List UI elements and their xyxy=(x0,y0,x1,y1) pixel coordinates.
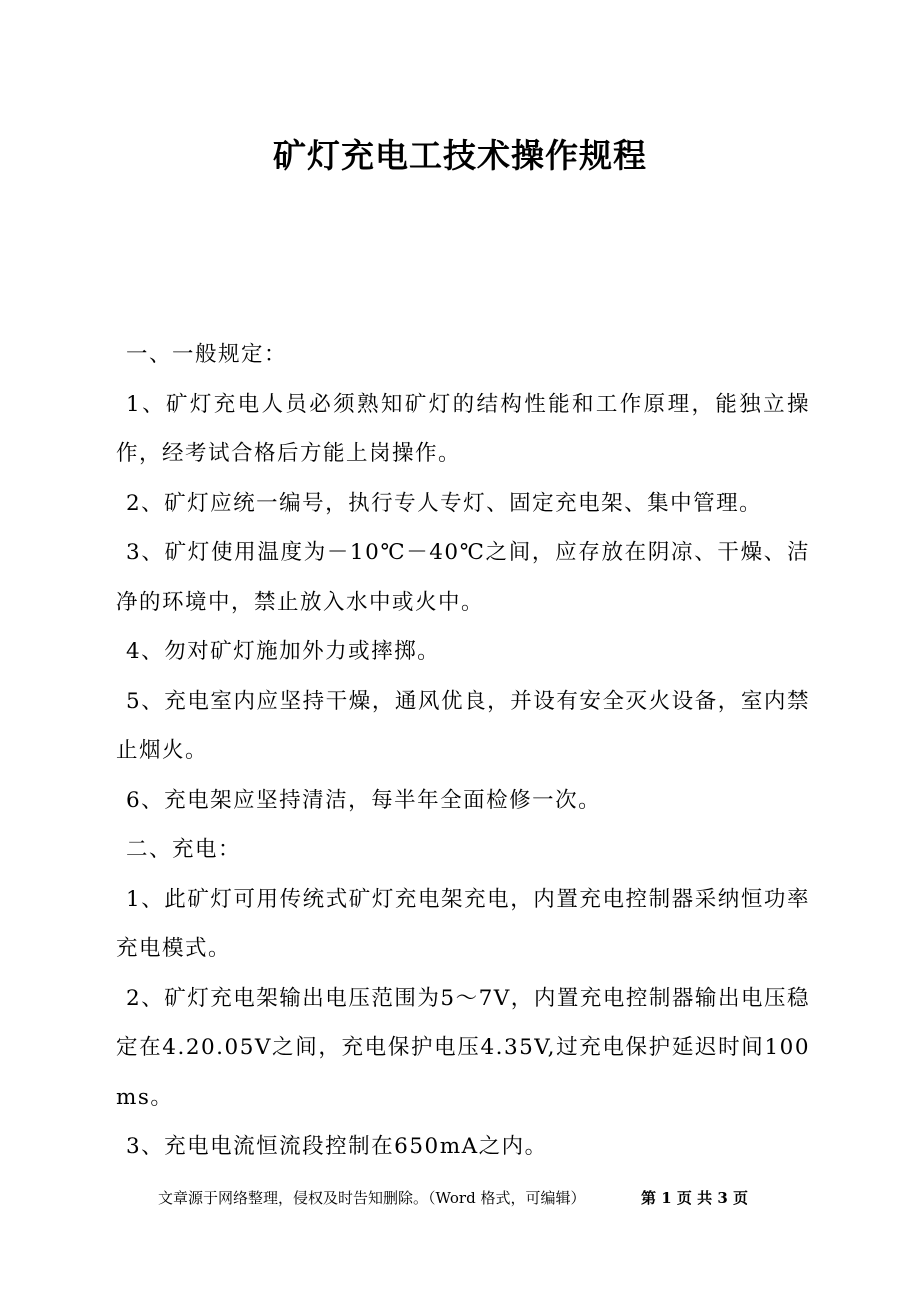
document-title: 矿灯充电工技术操作规程 xyxy=(273,136,647,175)
paragraph: 1、此矿灯可用传统式矿灯充电架充电，内置充电控制器采纳恒功率充电模式。 xyxy=(116,886,810,961)
paragraph: 3、充电电流恒流段控制在650mA之内。 xyxy=(126,1134,548,1159)
paragraph: 3、矿灯使用温度为－10℃－40℃之间，应存放在阴凉、干燥、洁净的环境中，禁止放入水中或火中。 xyxy=(116,540,810,615)
paragraph: 5、充电室内应坚持干燥，通风优良，并设有安全灭火设备，室内禁止烟火。 xyxy=(116,688,810,763)
document-body xyxy=(116,330,810,1172)
footer-note: 文章源于网络整理，侵权及时告知删除。（Word 格式，可编辑） xyxy=(158,1189,586,1207)
paragraph: 2、矿灯充电架输出电压范围为5～7V，内置充电控制器输出电压稳定在4.20.05V之间，充电保护电压4.35V,过充电保护延迟时间100ms。 xyxy=(116,985,810,1110)
section-heading-charging: 二、充电： xyxy=(126,837,242,862)
paragraph: 4、勿对矿灯施加外力或摔掷。 xyxy=(126,639,441,664)
paragraph: 6、充电架应坚持清洁，每半年全面检修一次。 xyxy=(126,787,602,813)
paragraph: 1、矿灯充电人员必须熟知矿灯的结构性能和工作原理，能独立操作，经考试合格后方能上岗操作。 xyxy=(116,391,810,466)
paragraph: 2、矿灯应统一编号，执行专人专灯、固定充电架、集中管理。 xyxy=(126,490,763,516)
section-heading-general: 一、一般规定： xyxy=(126,342,288,367)
page-number: 第 1 页 共 3 页 xyxy=(641,1189,748,1207)
